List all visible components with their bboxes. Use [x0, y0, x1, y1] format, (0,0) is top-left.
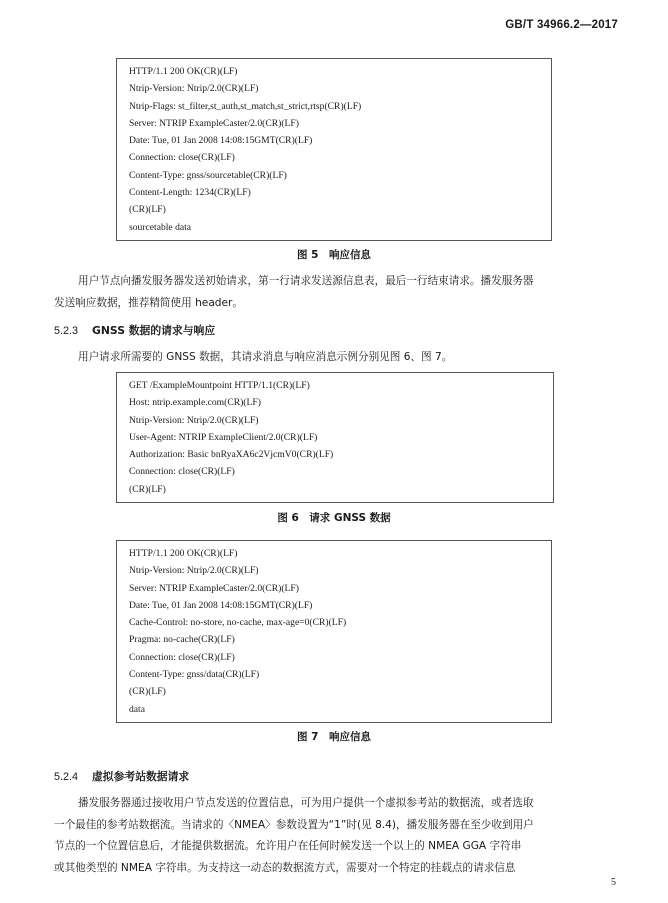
code-line: Ntrip-Flags: st_filter,st_auth,st_match,st_strict,rtsp(CR)(LF)	[129, 100, 362, 112]
paragraph-virtual-reference-station	[54, 793, 614, 879]
code-line: Ntrip-Version: Ntrip/2.0(CR)(LF)	[129, 83, 259, 95]
code-line: Pragma: no-cache(CR)(LF)	[129, 634, 235, 646]
figure-5-code-box	[116, 58, 552, 241]
code-line: Content-Length: 1234(CR)(LF)	[129, 187, 251, 199]
code-line: Cache-Control: no-store, no-cache, max-age=0(CR)(LF)	[129, 617, 347, 629]
paragraph-line: 用户请求所需要的 GNSS 数据，其请求消息与响应消息示例分别见图 6、图 7。	[78, 351, 453, 363]
section-heading-5-2-4	[54, 769, 189, 784]
code-line: Ntrip-Version: Ntrip/2.0(CR)(LF)	[129, 565, 259, 577]
code-line: (CR)(LF)	[129, 686, 166, 698]
paragraph-line: 节点的一个位置信息后，才能提供数据流。允许用户在任何时候发送一个以上的 NMEA GGA 字符串	[54, 840, 522, 852]
paragraph-line: 一个最佳的参考站数据流。当请求的〈NMEA〉参数设置为“1”时(见 8.4)，播发服务器在至少收到用户	[54, 818, 534, 831]
code-line: (CR)(LF)	[129, 204, 166, 216]
paragraph-line: 用户节点向播发服务器发送初始请求，第一行请求发送源信息表，最后一行结束请求。播发服务器	[78, 275, 534, 287]
code-line: Connection: close(CR)(LF)	[129, 651, 235, 663]
standard-code: GB/T 34966.2—2017	[505, 19, 618, 31]
code-line: HTTP/1.1 200 OK(CR)(LF)	[129, 66, 238, 77]
code-line: Server: NTRIP ExampleCaster/2.0(CR)(LF)	[129, 582, 299, 594]
paragraph-line: 播发服务器通过接收用户节点发送的位置信息，可为用户提供一个虚拟参考站的数据流，或者选取	[78, 797, 534, 809]
code-line: Content-Type: gnss/data(CR)(LF)	[129, 669, 260, 681]
code-line: Ntrip-Version: Ntrip/2.0(CR)(LF)	[129, 414, 259, 426]
paragraph-gnss-request	[54, 347, 614, 369]
paragraph-broadcast-intro	[54, 271, 614, 314]
figure-6-caption: 图 6 请求 GNSS 数据	[277, 512, 391, 524]
code-line: Host: ntrip.example.com(CR)(LF)	[129, 397, 261, 409]
code-line: Connection: close(CR)(LF)	[129, 152, 235, 164]
code-line: GET /ExampleMountpoint HTTP/1.1(CR)(LF)	[129, 380, 310, 391]
section-title: GNSS 数据的请求与响应	[92, 324, 216, 337]
code-line: sourcetable data	[129, 221, 192, 233]
section-number: 5.2.3	[54, 325, 79, 337]
figure-7-code-box	[116, 540, 552, 723]
code-line: Server: NTRIP ExampleCaster/2.0(CR)(LF)	[129, 117, 299, 129]
paragraph-line: 或其他类型的 NMEA 字符串。为支持这一动态的数据流方式，需要对一个特定的挂载点的请求信息	[54, 861, 516, 874]
code-line: Authorization: Basic bnRyaXA6c2VjcmV0(CR)(LF)	[129, 449, 334, 461]
page-number: 5	[611, 877, 616, 888]
section-heading-5-2-3	[54, 323, 215, 338]
section-number: 5.2.4	[54, 771, 79, 783]
code-line: Connection: close(CR)(LF)	[129, 466, 235, 478]
paragraph-line: 发送响应数据，推荐精简使用 header。	[54, 296, 243, 309]
code-line: HTTP/1.1 200 OK(CR)(LF)	[129, 548, 238, 559]
figure-5-caption: 图 5 响应信息	[297, 249, 371, 261]
code-line: (CR)(LF)	[129, 483, 166, 495]
code-line: Content-Type: gnss/sourcetable(CR)(LF)	[129, 169, 287, 181]
code-line: User-Agent: NTRIP ExampleClient/2.0(CR)(LF)	[129, 431, 318, 443]
code-line: data	[129, 703, 145, 715]
section-title: 虚拟参考站数据请求	[92, 770, 190, 783]
figure-6-code-box	[116, 372, 554, 503]
code-line: Date: Tue, 01 Jan 2008 14:08:15GMT(CR)(LF)	[129, 599, 313, 611]
figure-7-caption: 图 7 响应信息	[297, 731, 371, 743]
code-line: Date: Tue, 01 Jan 2008 14:08:15GMT(CR)(LF)	[129, 135, 313, 147]
